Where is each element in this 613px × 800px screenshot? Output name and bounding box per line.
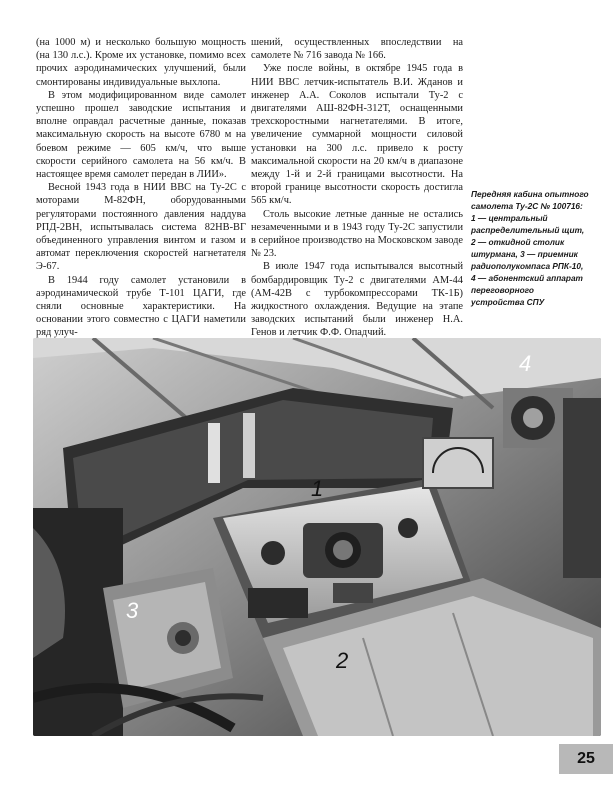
paragraph: Уже после войны, в октябре 1945 года в НИИ ВВС летчик-испытатель В.И. Жданов и инженер А.А. Соколов испытали Ту-2 с двигателями АШ-82ФН-312Т, оснащенными трехскоростными нагнетателями. В итоге, увеличение суммарной мощности силовой установки на 300 л.с. привело к росту максимальной скорости на 20 км/ч в диапазоне между 1-й и 2-й границами высотности. На второй границе высотности скорость достигла 565 км/ч. xyxy=(251,63,463,207)
paragraph: (на 1000 м) и несколько большую мощность (на 130 л.с.). Кроме их установке, помимо всех прочих аэродинамических улучшений, были смонтированы индивидуальные выхлопа. xyxy=(36,37,246,88)
paragraph: Весной 1943 года в НИИ ВВС на Ту-2С с моторами М-82ФН, оборудованными регуляторами постоянного давления наддува РПД-2ВН, испытывалась система 82НВ-ВГ объединенного управления винтом и газом и автомат переключения скоростей нагнетателя Э-67. xyxy=(36,182,246,273)
paragraph: В июле 1947 года испытывался высотный бомбардировщик Ту-2 с двигателями АМ-44 (АМ-42В с турбокомпрессорами ТК-1Б) жидкостного охлаждения. Ведущие на этапе заводских испытаний были инженер Н.А. Генов и летчик Ф.Ф. Опадчий. xyxy=(251,261,463,339)
photo-label-4: 4 xyxy=(519,351,532,376)
text-column-right xyxy=(251,36,463,340)
text-column-left xyxy=(36,36,246,340)
photo-label-1: 1 xyxy=(311,476,324,501)
page-number: 25 xyxy=(559,744,613,774)
paragraph: Столь высокие летные данные не остались незамеченными и в 1943 году Ту-2С запустили в серийное производство на Московском заводе № 23. xyxy=(251,208,463,260)
paragraph: В этом модифицированном виде самолет успешно прошел заводские испытания и вполне оправдал расчетные данные, показав максимальную скорость на высоте 6780 м на боевом режиме — 605 км/ч, что выше скорости серийного самолета на 56 км/ч. В настоящее время самолет передан в ЛИИ». xyxy=(36,89,246,181)
paragraph: В 1944 году самолет установили в аэродинамической трубе Т-101 ЦАГИ, где сняли основные характеристики. На основании этого совместно с ЦАГИ наметили ряд улуч- xyxy=(36,274,246,339)
photo-label-2: 2 xyxy=(336,648,349,673)
cockpit-photo xyxy=(33,338,601,736)
photo-caption: Передняя кабина опытного самолета Ту-2С № 100716: 1 — центральный распределительный щит, 2 — откидной столик штурмана, 3 — приемник радиополукомпаса РПК-10, 4 — абонентский аппарат переговорного устройства СПУ xyxy=(471,189,589,307)
photo-label-3: 3 xyxy=(126,598,139,623)
paragraph: шений, осуществленных впоследствии на самолете № 716 завода № 166. xyxy=(251,37,463,62)
